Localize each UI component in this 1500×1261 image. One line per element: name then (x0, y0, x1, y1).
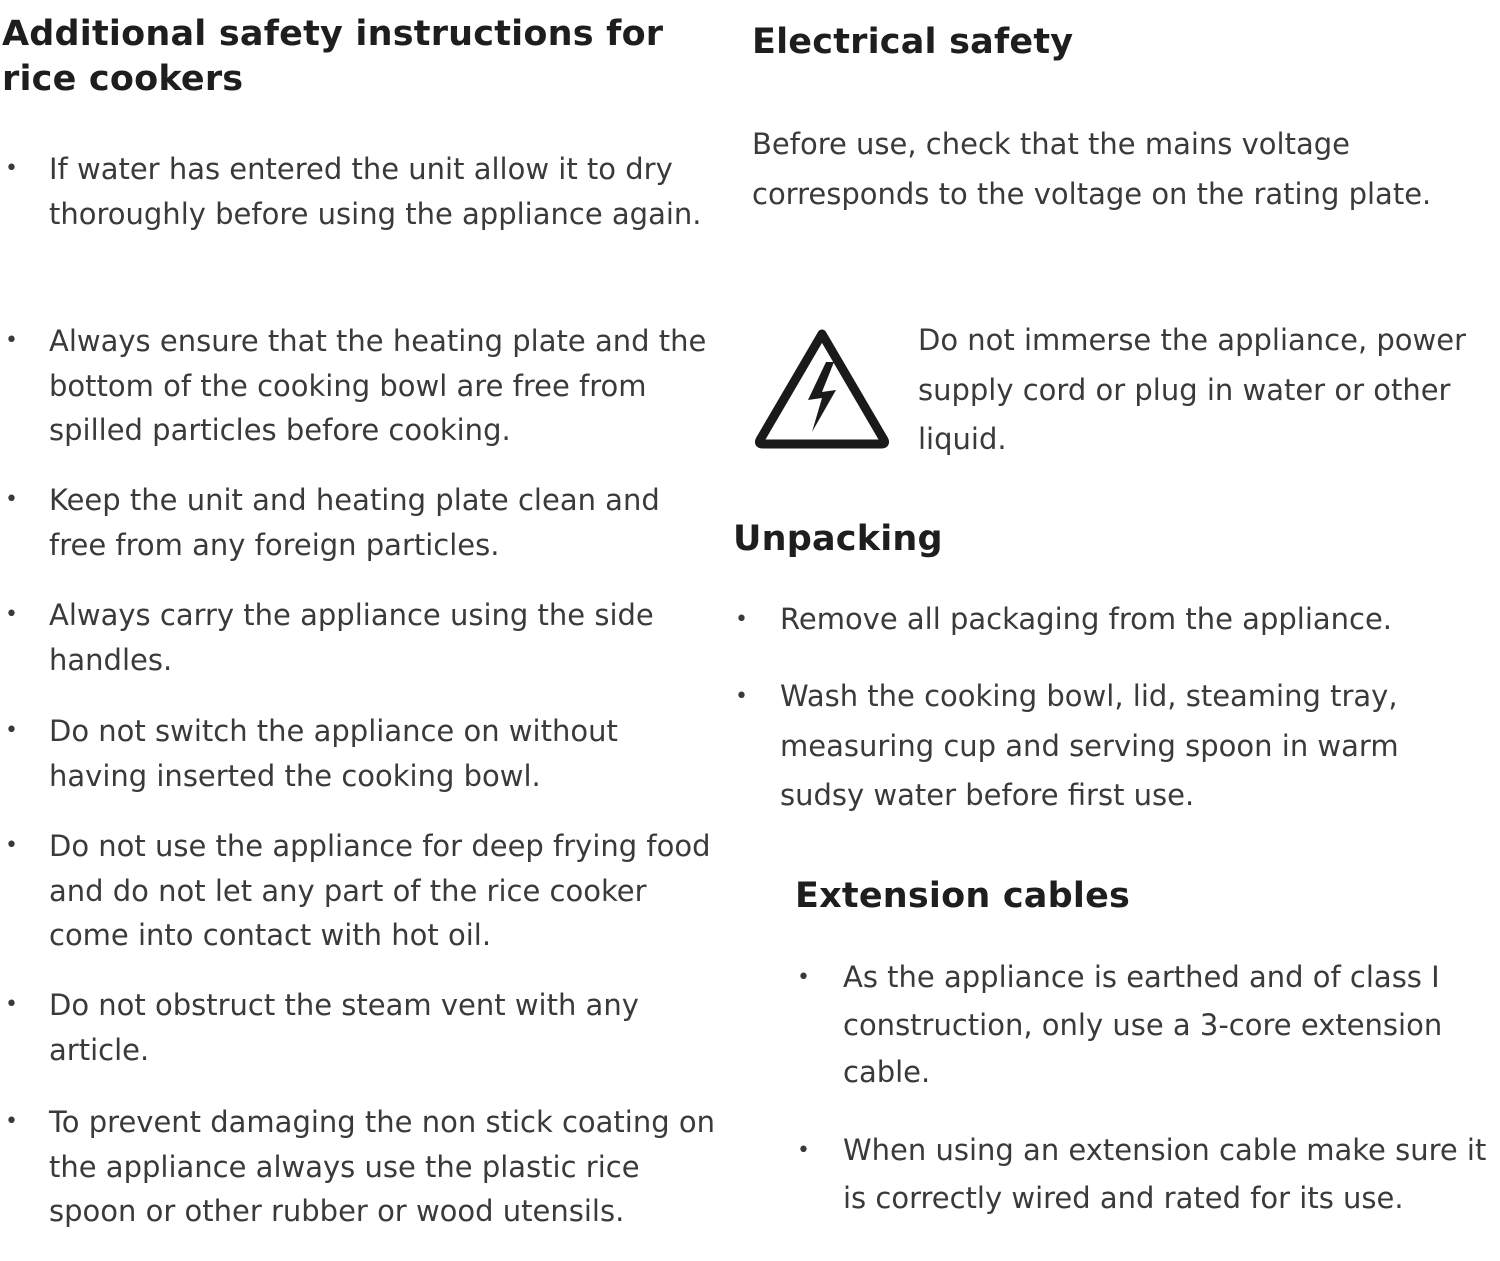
list-item (733, 595, 1493, 645)
list-item-text: Wash the cooking bowl, lid, steaming tray, measuring cup and serving spoon in warm sudsy water before first use. (780, 679, 1399, 812)
list-item-text: Do not switch the appliance on without having inserted the cooking bowl. (49, 714, 618, 793)
extension-cables-heading: Extension cables (795, 876, 1131, 916)
bullet: • (797, 965, 810, 990)
bullet: • (5, 1109, 18, 1134)
high-voltage-warning-icon (754, 326, 890, 450)
list-item-text (843, 1127, 1500, 1222)
list-item-text (843, 954, 1500, 1097)
additional-safety-heading: Additional safety instructions for rice cookers (2, 14, 664, 99)
bullet: • (5, 156, 18, 181)
list-item-text: To prevent damaging the non stick coating on the appliance always use the plastic rice spoon or other rubber or wood utensils. (49, 1105, 715, 1228)
list-item-text: Do not obstruct the steam vent with any article. (49, 988, 639, 1067)
list-item-text: Do not use the appliance for deep frying food and do not let any part of the rice cooker come into contact with hot oil. (49, 829, 711, 952)
bullet: • (735, 607, 748, 632)
list-item (795, 954, 1500, 1097)
list-item-text: Always ensure that the heating plate and the bottom of the cooking bowl are free from spilled particles before cooking. (49, 324, 707, 447)
list-item-text-content: As the appliance is earthed and of class I construction, only use a 3-core extension cable. (843, 960, 1443, 1089)
list-item (2, 709, 722, 798)
list-item-text-content: When using an extension cable make sure it is correctly wired and rated for its use. (843, 1133, 1487, 1215)
list-item (2, 983, 722, 1072)
electrical-safety-heading: Electrical safety (752, 22, 1074, 62)
list-item (2, 478, 722, 567)
bullet: • (5, 487, 18, 512)
list-item (2, 1100, 722, 1234)
list-item (2, 824, 722, 958)
bullet: • (5, 992, 18, 1017)
list-item (733, 672, 1493, 821)
electrical-safety-section (752, 20, 1482, 456)
additional-safety-section (2, 12, 722, 1228)
bullet: • (797, 1138, 810, 1163)
bullet: • (5, 718, 18, 743)
bullet: • (5, 602, 18, 627)
list-item (795, 1127, 1500, 1222)
bullet: • (5, 833, 18, 858)
bullet: • (5, 328, 18, 353)
list-item-text: Remove all packaging from the appliance. (780, 602, 1393, 636)
unpacking-section (733, 517, 1493, 812)
list-item (2, 147, 722, 236)
electrical-safety-intro: Before use, check that the mains voltage corresponds to the voltage on the rating plate. (752, 127, 1432, 211)
immersion-warning-text: Do not immerse the appliance, power supply cord or plug in water or other liquid. (918, 323, 1467, 456)
list-item (2, 319, 722, 453)
list-item-text: Always carry the appliance using the side handles. (49, 598, 654, 677)
list-item-text: Keep the unit and heating plate clean and free from any foreign particles. (49, 483, 660, 562)
extension-cables-section (795, 874, 1500, 1215)
bullet: • (735, 684, 748, 709)
unpacking-heading: Unpacking (733, 519, 943, 559)
list-item-text: If water has entered the unit allow it to dry thoroughly before using the appliance again. (49, 152, 702, 231)
list-item (2, 593, 722, 682)
